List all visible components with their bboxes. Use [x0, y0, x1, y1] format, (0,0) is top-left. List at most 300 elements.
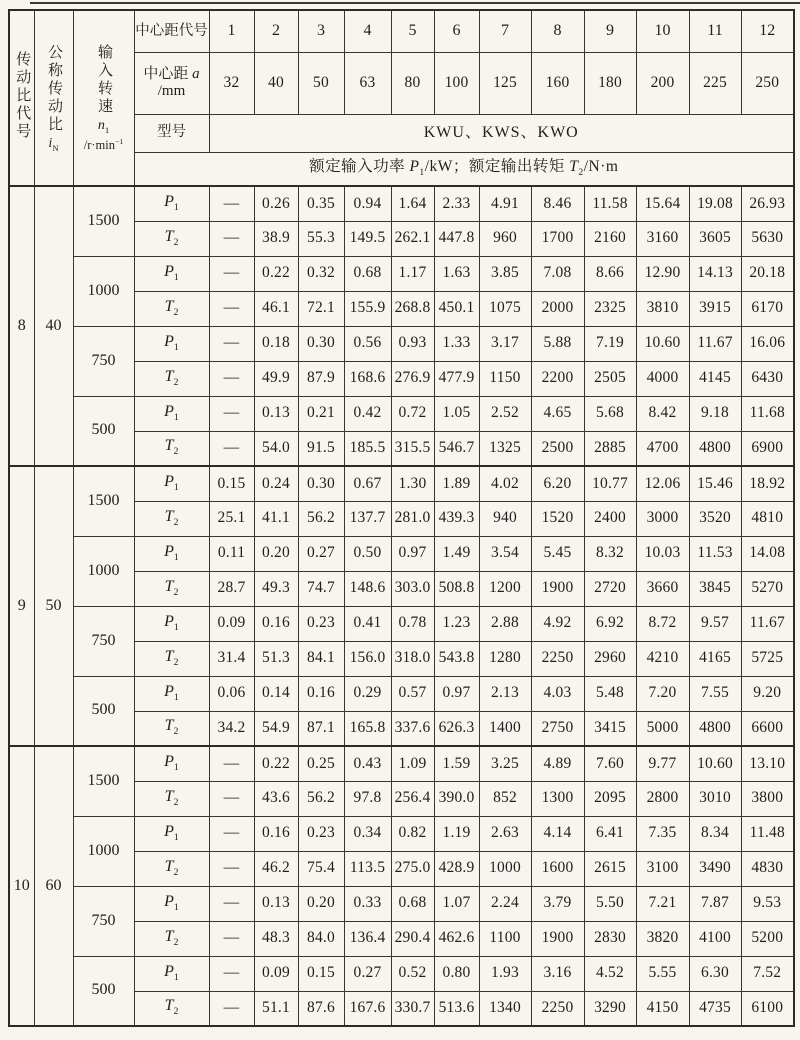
input-speed-cell: 500	[73, 676, 134, 746]
p1-value-cell: 5.68	[584, 396, 636, 431]
p1-value-cell: 0.16	[298, 676, 344, 711]
p1-value-cell: 0.41	[344, 606, 391, 641]
p1-value-cell: 1.23	[434, 606, 479, 641]
t2-value-cell: 54.9	[254, 711, 298, 746]
center-distance-cell: 40	[254, 52, 298, 114]
p1-value-cell: 1.19	[434, 816, 479, 851]
t2-value-cell: 5725	[741, 641, 794, 676]
p1-value-cell: 1.30	[391, 466, 434, 501]
p1-row-label: $P_1$	[134, 676, 209, 711]
p1-value-cell: 15.46	[689, 466, 741, 501]
p1-value-cell: 0.16	[254, 816, 298, 851]
p1-value-cell: 7.55	[689, 676, 741, 711]
p1-value-cell: 4.03	[531, 676, 584, 711]
p1-value-cell: 26.93	[741, 186, 794, 221]
t2-value-cell: 46.2	[254, 851, 298, 886]
t2-value-cell: 1150	[479, 361, 531, 396]
p1-value-cell: 0.80	[434, 956, 479, 991]
t2-value-cell: 56.2	[298, 781, 344, 816]
t2-value-cell: —	[209, 851, 254, 886]
t2-value-cell: 56.2	[298, 501, 344, 536]
t2-value-cell: 91.5	[298, 431, 344, 466]
center-code-cell: 5	[391, 10, 434, 52]
p1-row	[9, 466, 794, 501]
t2-value-cell: 1700	[531, 221, 584, 256]
p1-row-label: $P_1$	[134, 746, 209, 781]
center-code-cell: 2	[254, 10, 298, 52]
p1-value-cell: 0.20	[298, 886, 344, 921]
t2-value-cell: 97.8	[344, 781, 391, 816]
t2-value-cell: 49.9	[254, 361, 298, 396]
p1-value-cell: —	[209, 396, 254, 431]
p1-value-cell: —	[209, 956, 254, 991]
t2-value-cell: 1340	[479, 991, 531, 1026]
t2-value-cell: 87.6	[298, 991, 344, 1026]
t2-value-cell: 3010	[689, 781, 741, 816]
p1-value-cell: 20.18	[741, 256, 794, 291]
t2-value-cell: 1325	[479, 431, 531, 466]
p1-value-cell: 0.32	[298, 256, 344, 291]
t2-value-cell: 4700	[636, 431, 689, 466]
t2-row-label: $T_2$	[134, 851, 209, 886]
t2-value-cell: 72.1	[298, 291, 344, 326]
nominal-ratio-cell: 40	[34, 186, 73, 466]
ratio-code-cell: 10	[9, 746, 34, 1026]
p1-row	[9, 326, 794, 361]
p1-value-cell: 0.18	[254, 326, 298, 361]
t2-value-cell: 43.6	[254, 781, 298, 816]
p1-value-cell: 1.09	[391, 746, 434, 781]
t2-value-cell: 113.5	[344, 851, 391, 886]
input-speed-cell: 500	[73, 396, 134, 466]
header-input-speed	[73, 10, 134, 186]
t2-value-cell: 137.7	[344, 501, 391, 536]
p1-value-cell: 0.22	[254, 746, 298, 781]
p1-value-cell: 0.42	[344, 396, 391, 431]
p1-value-cell: 0.29	[344, 676, 391, 711]
p1-row-label: $P_1$	[134, 186, 209, 221]
p1-row-label: $P_1$	[134, 886, 209, 921]
p1-value-cell: 0.25	[298, 746, 344, 781]
p1-value-cell: 1.63	[434, 256, 479, 291]
p1-row-label: $P_1$	[134, 256, 209, 291]
p1-row-label: $P_1$	[134, 326, 209, 361]
p1-row	[9, 396, 794, 431]
p1-value-cell: 6.30	[689, 956, 741, 991]
center-code-cell: 9	[584, 10, 636, 52]
t2-value-cell: 390.0	[434, 781, 479, 816]
t2-value-cell: 513.6	[434, 991, 479, 1026]
p1-value-cell: 13.10	[741, 746, 794, 781]
p1-value-cell: 6.41	[584, 816, 636, 851]
t2-value-cell: 3415	[584, 711, 636, 746]
center-distance-title: 中心距 a	[143, 65, 200, 82]
input-speed-cell: 500	[73, 956, 134, 1026]
p1-value-cell: 11.53	[689, 536, 741, 571]
p1-value-cell: 2.63	[479, 816, 531, 851]
t2-value-cell: 439.3	[434, 501, 479, 536]
p1-value-cell: 0.78	[391, 606, 434, 641]
t2-value-cell: 31.4	[209, 641, 254, 676]
p1-value-cell: 0.97	[391, 536, 434, 571]
p1-value-cell: —	[209, 746, 254, 781]
center-distance-code-label: 中心距代号	[134, 10, 209, 52]
p1-value-cell: —	[209, 886, 254, 921]
p1-value-cell: 6.92	[584, 606, 636, 641]
center-code-cell: 7	[479, 10, 531, 52]
p1-value-cell: 7.35	[636, 816, 689, 851]
p1-value-cell: 0.68	[344, 256, 391, 291]
p1-value-cell: 0.57	[391, 676, 434, 711]
t2-value-cell: 1520	[531, 501, 584, 536]
p1-value-cell: 0.09	[254, 956, 298, 991]
t2-value-cell: 508.8	[434, 571, 479, 606]
input-speed-cell: 1000	[73, 536, 134, 606]
t2-value-cell: —	[209, 921, 254, 956]
p1-value-cell: 0.94	[344, 186, 391, 221]
p1-value-cell: 11.68	[741, 396, 794, 431]
p1-value-cell: 7.08	[531, 256, 584, 291]
t2-value-cell: 2000	[531, 291, 584, 326]
t2-value-cell: —	[209, 361, 254, 396]
t2-value-cell: 5200	[741, 921, 794, 956]
t2-value-cell: 2250	[531, 991, 584, 1026]
p1-value-cell: 11.58	[584, 186, 636, 221]
p1-value-cell: 3.54	[479, 536, 531, 571]
t2-value-cell: 2750	[531, 711, 584, 746]
p1-value-cell: 0.24	[254, 466, 298, 501]
p1-value-cell: 0.33	[344, 886, 391, 921]
ratio-code-cell: 9	[9, 466, 34, 746]
p1-value-cell: 8.72	[636, 606, 689, 641]
p1-value-cell: 0.35	[298, 186, 344, 221]
p1-value-cell: 9.77	[636, 746, 689, 781]
t2-value-cell: 75.4	[298, 851, 344, 886]
t2-value-cell: 1280	[479, 641, 531, 676]
p1-value-cell: 3.16	[531, 956, 584, 991]
t2-value-cell: —	[209, 291, 254, 326]
p1-value-cell: 18.92	[741, 466, 794, 501]
p1-value-cell: 12.90	[636, 256, 689, 291]
p1-value-cell: 9.57	[689, 606, 741, 641]
center-code-cell: 3	[298, 10, 344, 52]
t2-value-cell: 4150	[636, 991, 689, 1026]
t2-row-label: $T_2$	[134, 501, 209, 536]
t2-value-cell: 74.7	[298, 571, 344, 606]
p1-value-cell: 0.09	[209, 606, 254, 641]
t2-row-label: $T_2$	[134, 921, 209, 956]
center-distance-cell: 225	[689, 52, 741, 114]
gear-reducer-spec-table	[8, 9, 795, 1027]
p1-value-cell: 0.26	[254, 186, 298, 221]
t2-value-cell: 3845	[689, 571, 741, 606]
p1-value-cell: 0.11	[209, 536, 254, 571]
p1-row	[9, 816, 794, 851]
t2-value-cell: 428.9	[434, 851, 479, 886]
t2-value-cell: 51.3	[254, 641, 298, 676]
t2-value-cell: 2095	[584, 781, 636, 816]
t2-value-cell: 2250	[531, 641, 584, 676]
t2-value-cell: —	[209, 781, 254, 816]
p1-row	[9, 536, 794, 571]
center-code-cell: 6	[434, 10, 479, 52]
t2-value-cell: 48.3	[254, 921, 298, 956]
t2-value-cell: 1900	[531, 571, 584, 606]
p1-value-cell: 0.82	[391, 816, 434, 851]
t2-value-cell: 49.3	[254, 571, 298, 606]
center-code-cell: 4	[344, 10, 391, 52]
p1-row-label: $P_1$	[134, 606, 209, 641]
p1-value-cell: 1.07	[434, 886, 479, 921]
t2-value-cell: 87.9	[298, 361, 344, 396]
header-transmission-ratio-code	[9, 10, 34, 186]
p1-value-cell: 4.89	[531, 746, 584, 781]
p1-value-cell: 0.30	[298, 326, 344, 361]
p1-value-cell: 5.50	[584, 886, 636, 921]
t2-value-cell: 1075	[479, 291, 531, 326]
p1-row	[9, 956, 794, 991]
t2-value-cell: 450.1	[434, 291, 479, 326]
transmission-ratio-code-label: 传动比代号	[14, 50, 31, 141]
t2-value-cell: 41.1	[254, 501, 298, 536]
t2-value-cell: 4810	[741, 501, 794, 536]
p1-value-cell: 0.56	[344, 326, 391, 361]
p1-value-cell: 5.48	[584, 676, 636, 711]
t2-value-cell: 84.1	[298, 641, 344, 676]
t2-value-cell: 148.6	[344, 571, 391, 606]
t2-value-cell: 3660	[636, 571, 689, 606]
p1-value-cell: 1.59	[434, 746, 479, 781]
center-code-cell: 1	[209, 10, 254, 52]
center-distance-cell: 32	[209, 52, 254, 114]
t2-value-cell: 136.4	[344, 921, 391, 956]
p1-value-cell: 11.67	[689, 326, 741, 361]
t2-value-cell: 2960	[584, 641, 636, 676]
t2-value-cell: 4210	[636, 641, 689, 676]
t2-value-cell: 546.7	[434, 431, 479, 466]
p1-value-cell: 5.45	[531, 536, 584, 571]
t2-value-cell: 167.6	[344, 991, 391, 1026]
t2-value-cell: 2505	[584, 361, 636, 396]
t2-value-cell: 1000	[479, 851, 531, 886]
p1-value-cell: 7.87	[689, 886, 741, 921]
t2-value-cell: 6100	[741, 991, 794, 1026]
t2-value-cell: 25.1	[209, 501, 254, 536]
t2-value-cell: 3290	[584, 991, 636, 1026]
center-distance-cell: 160	[531, 52, 584, 114]
model-label: 型号	[134, 114, 209, 152]
t2-value-cell: 1200	[479, 571, 531, 606]
p1-value-cell: 1.93	[479, 956, 531, 991]
t2-value-cell: 960	[479, 221, 531, 256]
t2-value-cell: 318.0	[391, 641, 434, 676]
center-distance-cell: 250	[741, 52, 794, 114]
nominal-ratio-cell: 50	[34, 466, 73, 746]
t2-value-cell: 6430	[741, 361, 794, 396]
center-distance-cell: 100	[434, 52, 479, 114]
input-speed-cell: 750	[73, 326, 134, 396]
p1-value-cell: 2.24	[479, 886, 531, 921]
p1-row	[9, 606, 794, 641]
nominal-ratio-cell: 60	[34, 746, 73, 1026]
p1-value-cell: 8.32	[584, 536, 636, 571]
t2-value-cell: 303.0	[391, 571, 434, 606]
input-speed-cell: 1500	[73, 746, 134, 816]
p1-value-cell: 0.34	[344, 816, 391, 851]
t2-value-cell: 55.3	[298, 221, 344, 256]
p1-value-cell: 7.19	[584, 326, 636, 361]
t2-value-cell: 4735	[689, 991, 741, 1026]
p1-value-cell: —	[209, 816, 254, 851]
t2-value-cell: 290.4	[391, 921, 434, 956]
t2-value-cell: 281.0	[391, 501, 434, 536]
t2-value-cell: 84.0	[298, 921, 344, 956]
input-speed-cell: 750	[73, 886, 134, 956]
p1-row	[9, 256, 794, 291]
p1-value-cell: 0.43	[344, 746, 391, 781]
t2-value-cell: 38.9	[254, 221, 298, 256]
center-distance-cell: 200	[636, 52, 689, 114]
t2-value-cell: 185.5	[344, 431, 391, 466]
t2-value-cell: 262.1	[391, 221, 434, 256]
p1-value-cell: 8.34	[689, 816, 741, 851]
t2-value-cell: 462.6	[434, 921, 479, 956]
p1-value-cell: 0.30	[298, 466, 344, 501]
p1-value-cell: 0.21	[298, 396, 344, 431]
p1-value-cell: 4.52	[584, 956, 636, 991]
p1-value-cell: 2.52	[479, 396, 531, 431]
p1-value-cell: 6.20	[531, 466, 584, 501]
p1-value-cell: 0.06	[209, 676, 254, 711]
t2-value-cell: 46.1	[254, 291, 298, 326]
t2-value-cell: 275.0	[391, 851, 434, 886]
input-speed-symbol: $n_1$	[97, 117, 110, 135]
p1-value-cell: 3.85	[479, 256, 531, 291]
t2-value-cell: 5630	[741, 221, 794, 256]
t2-row-label: $T_2$	[134, 641, 209, 676]
t2-value-cell: 4830	[741, 851, 794, 886]
p1-row-label: $P_1$	[134, 396, 209, 431]
t2-value-cell: 149.5	[344, 221, 391, 256]
p1-value-cell: 19.08	[689, 186, 741, 221]
p1-value-cell: 9.18	[689, 396, 741, 431]
t2-value-cell: 4800	[689, 431, 741, 466]
p1-row	[9, 886, 794, 921]
p1-value-cell: 0.27	[298, 536, 344, 571]
center-distance-unit: /mm	[157, 82, 186, 99]
t2-value-cell: 4165	[689, 641, 741, 676]
t2-value-cell: 626.3	[434, 711, 479, 746]
t2-value-cell: 315.5	[391, 431, 434, 466]
p1-value-cell: 0.72	[391, 396, 434, 431]
p1-value-cell: 7.20	[636, 676, 689, 711]
t2-value-cell: 2325	[584, 291, 636, 326]
t2-value-cell: 4100	[689, 921, 741, 956]
p1-value-cell: 0.93	[391, 326, 434, 361]
p1-value-cell: 0.50	[344, 536, 391, 571]
t2-value-cell: 1900	[531, 921, 584, 956]
p1-value-cell: 2.33	[434, 186, 479, 221]
center-code-cell: 8	[531, 10, 584, 52]
p1-value-cell: 0.20	[254, 536, 298, 571]
t2-value-cell: 87.1	[298, 711, 344, 746]
p1-value-cell: 0.68	[391, 886, 434, 921]
p1-value-cell: 4.14	[531, 816, 584, 851]
nominal-ratio-label: 公称传动比	[46, 43, 62, 134]
input-speed-unit: $/r\cdot\min^{-1}$	[83, 136, 124, 152]
p1-value-cell: 3.25	[479, 746, 531, 781]
input-speed-cell: 1500	[73, 466, 134, 536]
t2-value-cell: 477.9	[434, 361, 479, 396]
t2-row-label: $T_2$	[134, 991, 209, 1026]
t2-row-label: $T_2$	[134, 711, 209, 746]
p1-row-label: $P_1$	[134, 536, 209, 571]
p1-value-cell: 5.55	[636, 956, 689, 991]
center-distance-cell: 63	[344, 52, 391, 114]
p1-value-cell: 10.77	[584, 466, 636, 501]
t2-value-cell: 268.8	[391, 291, 434, 326]
p1-value-cell: 2.13	[479, 676, 531, 711]
p1-row	[9, 676, 794, 711]
t2-value-cell: 5270	[741, 571, 794, 606]
p1-value-cell: 0.22	[254, 256, 298, 291]
center-code-cell: 11	[689, 10, 741, 52]
t2-value-cell: 330.7	[391, 991, 434, 1026]
t2-row-label: $T_2$	[134, 431, 209, 466]
t2-value-cell: 256.4	[391, 781, 434, 816]
t2-value-cell: —	[209, 221, 254, 256]
t2-value-cell: 2800	[636, 781, 689, 816]
t2-value-cell: 337.6	[391, 711, 434, 746]
t2-value-cell: 543.8	[434, 641, 479, 676]
p1-value-cell: 10.60	[689, 746, 741, 781]
t2-value-cell: 2400	[584, 501, 636, 536]
p1-value-cell: 7.60	[584, 746, 636, 781]
input-speed-cell: 750	[73, 606, 134, 676]
p1-value-cell: 4.91	[479, 186, 531, 221]
t2-value-cell: 1300	[531, 781, 584, 816]
p1-value-cell: 0.52	[391, 956, 434, 991]
top-rule	[30, 2, 800, 4]
t2-value-cell: 3800	[741, 781, 794, 816]
t2-value-cell: 2830	[584, 921, 636, 956]
p1-value-cell: 0.16	[254, 606, 298, 641]
t2-value-cell: 168.6	[344, 361, 391, 396]
t2-row-label: $T_2$	[134, 291, 209, 326]
input-speed-cell: 1000	[73, 256, 134, 326]
input-speed-cell: 1500	[73, 186, 134, 256]
t2-value-cell: 3810	[636, 291, 689, 326]
p1-value-cell: 14.08	[741, 536, 794, 571]
t2-value-cell: 54.0	[254, 431, 298, 466]
p1-row	[9, 746, 794, 781]
p1-value-cell: 1.33	[434, 326, 479, 361]
t2-value-cell: 447.8	[434, 221, 479, 256]
p1-value-cell: 2.88	[479, 606, 531, 641]
p1-value-cell: 15.64	[636, 186, 689, 221]
p1-value-cell: —	[209, 326, 254, 361]
p1-row-label: $P_1$	[134, 466, 209, 501]
t2-value-cell: 6900	[741, 431, 794, 466]
p1-value-cell: 14.13	[689, 256, 741, 291]
p1-value-cell: 0.23	[298, 816, 344, 851]
t2-value-cell: —	[209, 431, 254, 466]
p1-value-cell: 1.05	[434, 396, 479, 431]
rating-header: 额定输入功率 $P_1/kW$；额定输出转矩 $T_2/N\cdot m$	[134, 152, 794, 186]
t2-row-label: $T_2$	[134, 571, 209, 606]
center-distance-cell: 180	[584, 52, 636, 114]
p1-value-cell: 11.48	[741, 816, 794, 851]
